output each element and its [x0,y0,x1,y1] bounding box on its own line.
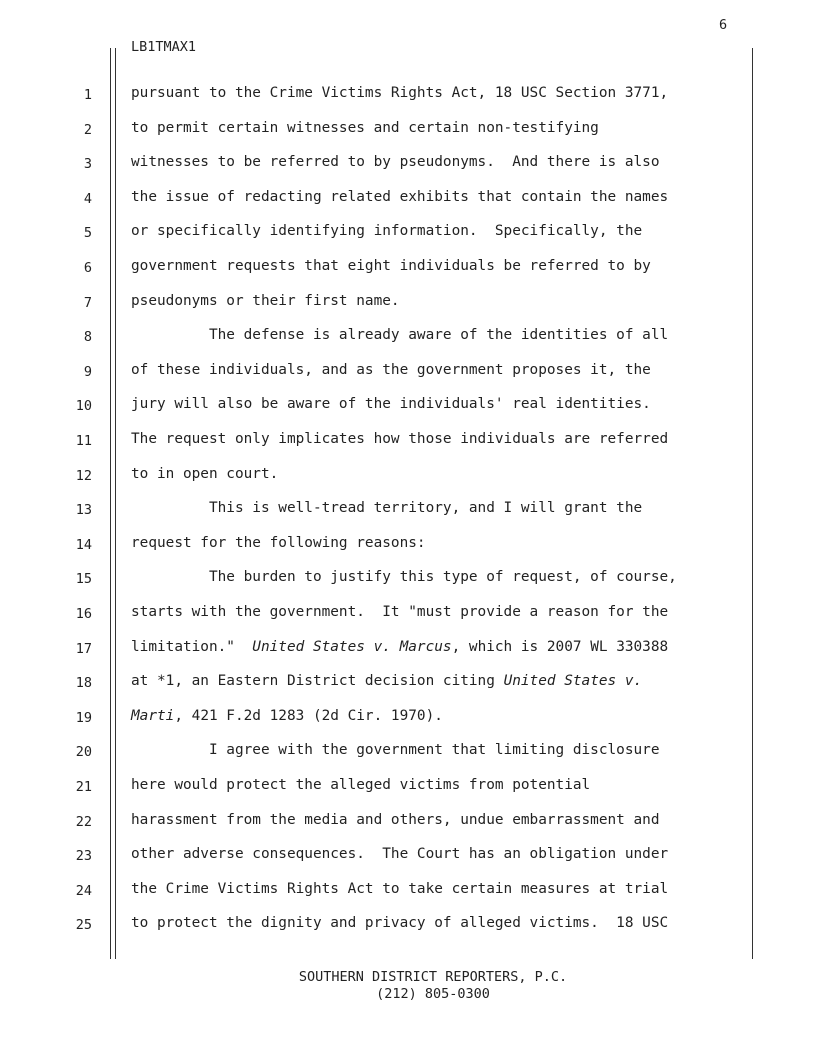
left-margin-rule [110,48,111,959]
line-number: 24 [75,883,92,899]
line-segment: jury will also be aware of the individuals' real identities. [131,396,651,412]
transcript-line [131,397,651,411]
transcript-line [131,363,651,377]
transcript-line [131,847,668,861]
transcript-line [131,570,677,584]
transcript-line [131,778,590,792]
line-number: 21 [75,779,92,795]
case-citation: United States v. [503,673,643,689]
transcript-line [131,640,668,654]
transcript-line [131,294,400,308]
line-segment: The defense is already aware of the identities of all [131,327,669,343]
transcript-line [131,674,642,688]
transcript-line [131,709,443,723]
transcript-line [131,190,668,204]
line-number: 20 [75,744,92,760]
line-segment: , 421 F.2d 1283 (2d Cir. 1970). [174,708,443,724]
transcript-line [131,743,660,757]
transcript-line [131,121,599,135]
line-segment: pseudonyms or their first name. [131,293,400,309]
transcript-line [131,916,668,930]
line-number: 17 [75,641,92,657]
line-number: 23 [75,848,92,864]
line-number: 15 [75,571,92,587]
transcript-line [131,882,668,896]
footer [0,969,816,1003]
footer-phone: (212) 805-0300 [376,986,490,1002]
line-number: 2 [83,122,92,138]
line-segment: , which is 2007 WL 330388 [451,639,669,655]
line-segment: The burden to justify this type of request, of course, [131,569,677,585]
line-number: 5 [83,225,92,241]
right-margin-rule [752,48,753,959]
line-segment: the issue of redacting related exhibits that contain the names [131,189,669,205]
line-segment: I agree with the government that limiting disclosure [131,742,660,758]
case-header: LB1TMAX1 [131,39,197,55]
left-margin-rule [115,48,116,959]
line-segment: government requests that eight individuals be referred to by [131,258,651,274]
line-number: 10 [75,398,92,414]
transcript-line [131,224,642,238]
transcript-line [131,86,668,100]
line-number: 11 [75,433,92,449]
line-segment: witnesses to be referred to by pseudonyms. And there is also [131,154,660,170]
line-number: 18 [75,675,92,691]
line-segment: to permit certain witnesses and certain non-testifying [131,120,599,136]
line-segment: the Crime Victims Rights Act to take certain measures at trial [131,881,669,897]
case-citation: Marti [131,708,175,724]
page-number: 6 [719,17,728,33]
transcript-line [131,155,660,169]
line-number: 19 [75,710,92,726]
line-segment: of these individuals, and as the government proposes it, the [131,362,651,378]
line-segment: to in open court. [131,466,279,482]
transcript-line [131,605,668,619]
transcript-line [131,501,642,515]
line-segment: The request only implicates how those individuals are referred [131,431,669,447]
line-segment: pursuant to the Crime Victims Rights Act, 18 USC Section 3771, [131,85,669,101]
line-number: 9 [83,364,92,380]
line-segment: or specifically identifying information. Specifically, the [131,223,643,239]
line-number: 25 [75,917,92,933]
line-segment: request for the following reasons: [131,535,426,551]
line-number: 14 [75,537,92,553]
transcript-line [131,467,278,481]
line-number: 16 [75,606,92,622]
transcript-line [131,259,651,273]
footer-reporter-name: SOUTHERN DISTRICT REPORTERS, P.C. [298,969,568,985]
line-segment: harassment from the media and others, undue embarrassment and [131,812,660,828]
line-number: 4 [83,191,92,207]
line-number: 22 [75,814,92,830]
line-number: 8 [83,329,92,345]
transcript-line [131,536,426,550]
transcript-line [131,813,660,827]
line-segment: at *1, an Eastern District decision citing [131,673,504,689]
line-segment: starts with the government. It "must provide a reason for the [131,604,669,620]
line-segment: here would protect the alleged victims from potential [131,777,591,793]
line-segment: other adverse consequences. The Court has an obligation under [131,846,669,862]
line-segment: to protect the dignity and privacy of alleged victims. 18 USC [131,915,669,931]
line-number: 12 [75,468,92,484]
line-number: 3 [83,156,92,172]
line-number: 6 [83,260,92,276]
line-segment: limitation." [131,639,253,655]
line-segment: This is well-tread territory, and I will grant the [131,500,643,516]
line-number: 13 [75,502,92,518]
line-number: 7 [83,295,92,311]
case-citation: United States v. Marcus [252,639,452,655]
transcript-line [131,432,668,446]
transcript-line [131,328,668,342]
line-number: 1 [83,87,92,103]
